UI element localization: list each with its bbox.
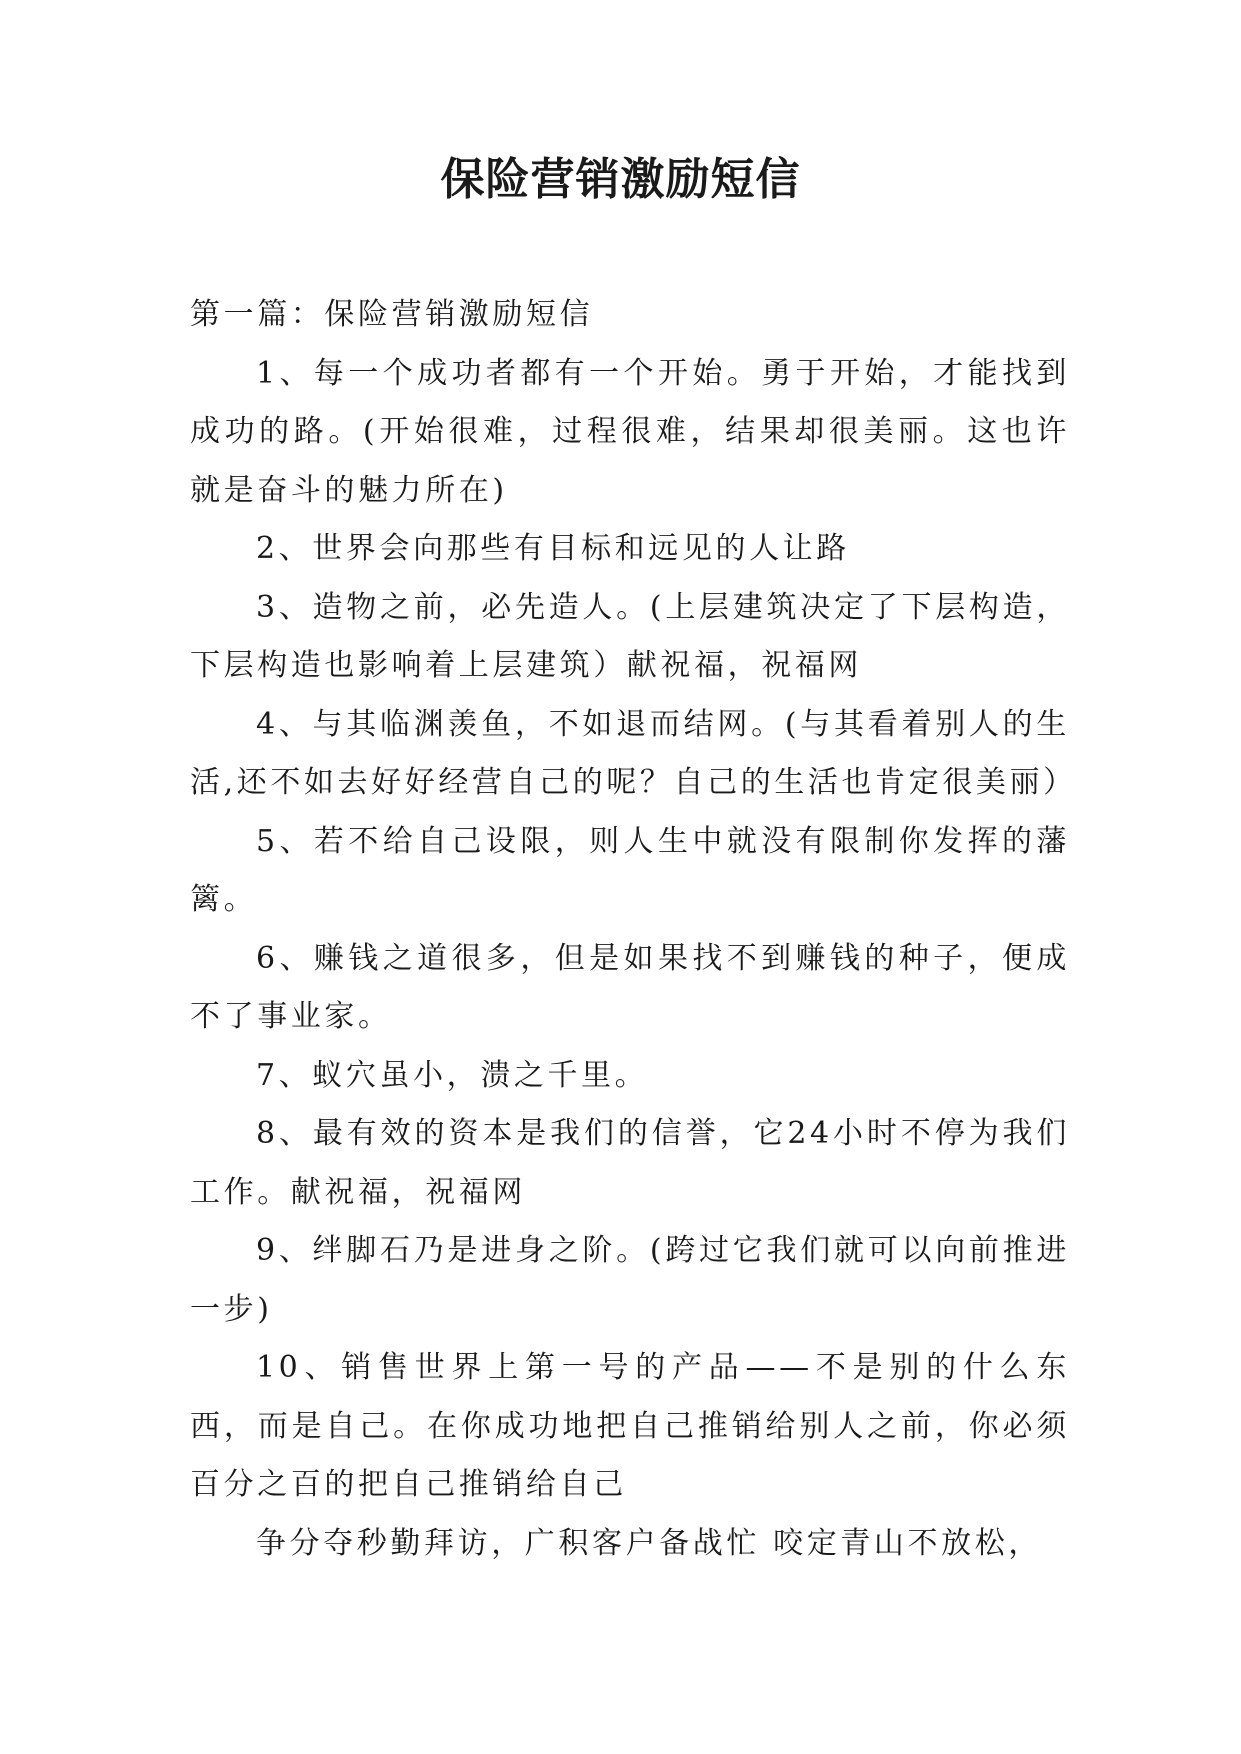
paragraph-5: 5、若不给自己设限，则人生中就没有限制你发挥的藩篱。 bbox=[190, 823, 1070, 917]
section-heading: 第一篇：保险营销激励短信 bbox=[190, 297, 594, 332]
document-body bbox=[190, 286, 1077, 1573]
paragraph-6: 6、赚钱之道很多，但是如果找不到赚钱的种子，便成不了事业家。 bbox=[190, 940, 1070, 1034]
paragraph-11: 争分夺秒勤拜访，广积客户备战忙 咬定青山不放松， bbox=[256, 1525, 1042, 1561]
document-title: 保险营销激励短信 bbox=[440, 154, 801, 205]
paragraph-8: 8、最有效的资本是我们的信誉，它24小时不停为我们工作。献祝福，祝福网 bbox=[190, 1116, 1070, 1210]
paragraph-7: 7、蚁穴虽小，溃之千里。 bbox=[256, 1057, 649, 1093]
paragraph-10: 10、销售世界上第一号的产品——不是别的什么东西，而是自己。在你成功地把自己推销给别人之前，你必须百分之百的把自己推销给自己 bbox=[190, 1350, 1070, 1502]
paragraph-3: 3、造物之前，必先造人。(上层建筑决定了下层构造，下层构造也影响着上层建筑）献祝福，祝福网 bbox=[190, 589, 1070, 683]
paragraph-1: 1、每一个成功者都有一个开始。勇于开始，才能找到成功的路。(开始很难，过程很难，结果却很美丽。这也许就是奋斗的魅力所在) bbox=[190, 355, 1070, 508]
paragraph-4: 4、与其临渊羡鱼，不如退而结网。(与其看着别人的生活,还不如去好好经营自己的呢？自己的生活也肯定很美丽） bbox=[190, 706, 1077, 800]
paragraph-2: 2、世界会向那些有目标和远见的人让路 bbox=[256, 531, 850, 566]
paragraph-9: 9、绊脚石乃是进身之阶。(跨过它我们就可以向前推进一步) bbox=[190, 1233, 1070, 1327]
